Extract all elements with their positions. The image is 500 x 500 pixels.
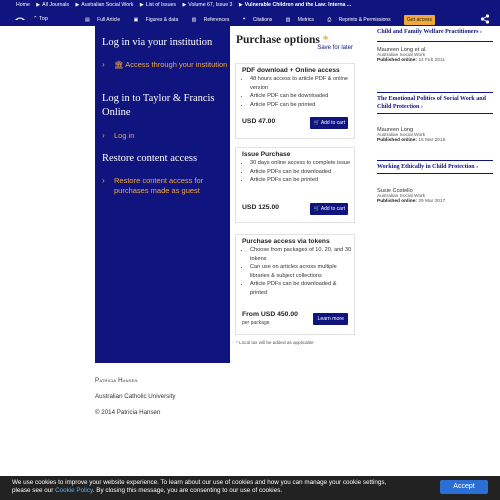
tandf-login-heading: Log in to Taylor & Francis Online [102, 93, 215, 118]
chevron-up-icon: ⌃ [33, 16, 38, 22]
divider [377, 41, 493, 42]
list-item: • 48 hours access to article PDF & online version [250, 75, 354, 92]
breadcrumb-journal[interactable]: Australian Social Work [81, 2, 134, 8]
article-toolbar [0, 12, 500, 26]
printer-icon: ⎙ [327, 17, 333, 23]
chevron-right-icon: ▶ [182, 2, 187, 8]
login-link[interactable]: › Log in [102, 131, 135, 140]
accept-cookies-button[interactable]: Accept [440, 480, 488, 494]
cookie-banner [0, 476, 500, 500]
list-item: • Choose from packages of 10, 20, and 30 tokens [250, 246, 354, 263]
tab-citations[interactable]: ❝ Citations [242, 17, 273, 23]
document-icon: ▤ [85, 17, 92, 23]
add-to-cart-button[interactable]: 🛒 Add to cart [310, 203, 348, 215]
tax-note: * Local tax will be added as applicable [236, 340, 314, 345]
list-item: • Article PDFs can be printed [250, 176, 354, 185]
option-bullets [242, 159, 354, 185]
institution-access-link[interactable]: › 🏛 Access through your institution [102, 60, 228, 69]
cart-icon: 🛒 [313, 206, 321, 212]
chevron-right-icon: › [102, 176, 105, 185]
chevron-right-icon: › [476, 164, 479, 170]
chart-icon: ▥ [285, 17, 292, 23]
option-price-unit: per package [242, 320, 270, 326]
option-bullets [242, 246, 354, 298]
breadcrumb-issues[interactable]: List of Issues [145, 2, 176, 8]
institution-icon: 🏛 [114, 60, 126, 69]
related-title-box [377, 92, 493, 114]
related-item [377, 92, 493, 143]
add-to-cart-button[interactable]: 🛒 Add to cart [310, 117, 348, 129]
related-journal: Australian Social Work [377, 133, 426, 138]
breadcrumb [16, 2, 356, 8]
breadcrumb-volume[interactable]: Volume 67, Issue 3 [188, 2, 233, 8]
author-affiliation: Australian Catholic University [95, 393, 176, 400]
tab-full-article[interactable]: ▤ Full Article [85, 17, 121, 23]
related-author: Maureen Long [377, 127, 414, 133]
purchase-option-pdf [235, 63, 355, 139]
breadcrumb-article: Vulnerable Children and the Law: Interna ... [244, 2, 352, 8]
related-item [377, 160, 493, 204]
restore-access-heading: Restore content access [102, 153, 198, 164]
tab-references[interactable]: ▥ References [191, 17, 230, 23]
list-item: • Article PDFs can be downloaded [250, 168, 354, 177]
option-price: USD 47.00 [242, 118, 276, 125]
book-icon: ▥ [191, 17, 198, 23]
related-journal: Australian Social Work [377, 194, 426, 199]
chevron-right-icon: › [102, 131, 105, 140]
breadcrumb-home[interactable]: Home [16, 2, 30, 8]
purchase-options-title: Purchase options * [236, 34, 329, 46]
option-bullets [242, 75, 354, 109]
tab-metrics[interactable]: ▥ Metrics [285, 17, 314, 23]
related-published: Published online: 29 Mar 2017 [377, 199, 446, 204]
cart-icon: 🛒 [313, 120, 321, 126]
top-label: Top [39, 16, 48, 22]
chevron-right-icon: ▶ [75, 2, 80, 8]
option-heading: PDF download + Online access [242, 67, 340, 74]
chevron-right-icon: › [479, 29, 482, 35]
chevron-right-icon: ▶ [36, 2, 41, 8]
purchase-option-tokens [235, 234, 355, 335]
related-author: Susie Costello [377, 188, 413, 194]
breadcrumb-all-journals[interactable]: All Journals [42, 2, 69, 8]
option-price: USD 125.00 [242, 204, 280, 211]
get-access-button[interactable]: Get access [404, 15, 435, 25]
option-heading: Purchase access via tokens [242, 238, 330, 245]
tab-figures-data[interactable]: ▣ Figures & data [133, 17, 179, 23]
access-panel [95, 26, 360, 363]
related-title-link[interactable]: Child and Family Welfare Practitioners › [377, 29, 482, 35]
learn-more-button[interactable]: Learn more [313, 313, 348, 325]
author-name: Patricia Hansen [95, 377, 138, 384]
chevron-right-icon: ▶ [139, 2, 144, 8]
share-icon[interactable] [480, 14, 490, 24]
save-for-later-link[interactable]: Save for later [317, 45, 353, 51]
purchase-options [230, 26, 360, 363]
related-published: Published online: 24 Feb 2011 [377, 58, 445, 63]
quote-icon: ❝ [242, 17, 247, 23]
related-published: Published online: 16 Mar 2016 [377, 138, 446, 143]
related-item [377, 26, 493, 63]
cookie-policy-link[interactable]: Cookie Policy [55, 486, 93, 494]
list-item: • Article PDF can be downloaded [250, 92, 354, 101]
article-tabs [85, 15, 441, 25]
chevron-right-icon: ▶ [238, 2, 243, 8]
related-title-link[interactable]: The Emotional Politics of Social Work and Child Protection › [377, 96, 486, 110]
option-heading: Issue Purchase [242, 151, 291, 158]
institution-login-heading: Log in via your institution [102, 37, 213, 48]
list-item: • Article PDFs can be downloaded & printed [250, 280, 354, 297]
chevron-right-icon: › [102, 60, 105, 69]
tandf-logo-icon[interactable] [15, 15, 25, 22]
chevron-right-icon: › [420, 104, 423, 110]
related-author: Maureen Long et al. [377, 47, 427, 53]
cookie-message: We use cookies to improve your website experience. To learn about our use of cookies and how you can manage your cookie settings, please see our Cookie Policy. By closing this message, you are consenting to our use of cookies. [12, 479, 387, 494]
back-to-top-link[interactable] [33, 16, 48, 22]
image-icon: ▣ [133, 17, 140, 23]
related-title-box [377, 160, 493, 174]
list-item: • Article PDF can be printed [250, 101, 354, 110]
related-journal: Australian Social Work [377, 53, 426, 58]
restore-access-link[interactable]: › Restore content access for purchases made as guest [102, 176, 204, 195]
list-item: • Can use on articles across multiple libraries & subject collections [250, 263, 354, 280]
related-title-link[interactable]: Working Ethically in Child Protection › [377, 164, 479, 170]
list-item: • 30 days online access to complete issue [250, 159, 354, 168]
top-nav-bar [0, 0, 500, 26]
copyright: © 2014 Patricia Hansen [95, 409, 161, 416]
option-price: From USD 450.00 [242, 311, 298, 318]
purchase-option-issue [235, 147, 355, 223]
tab-reprints[interactable]: ⎙ Reprints & Permissions [327, 17, 391, 23]
